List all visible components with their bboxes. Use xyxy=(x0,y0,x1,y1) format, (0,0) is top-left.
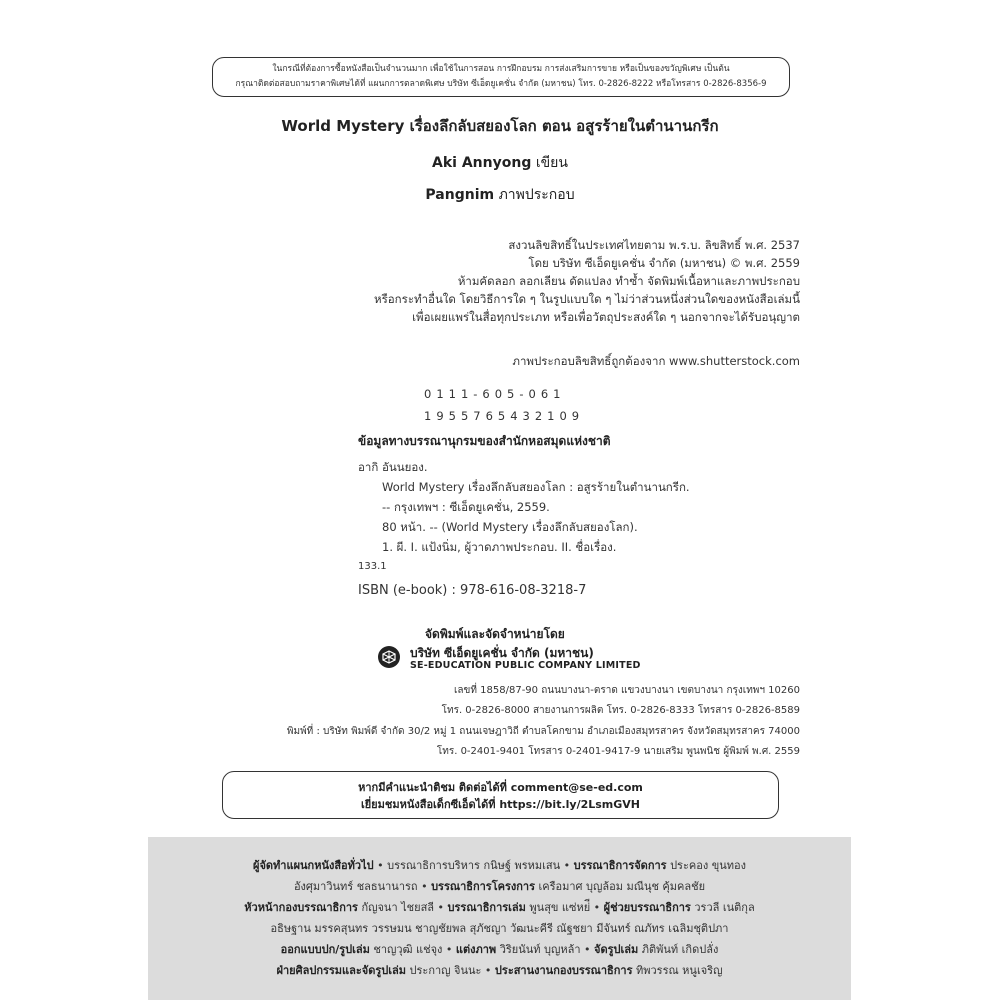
printer-line: โทร. 0-2401-9401 โทรสาร 0-2401-9417-9 นายเสริม พูนพนิช ผู้พิมพ์ พ.ศ. 2559 xyxy=(436,746,800,757)
code-line-1: 0111-605-061 xyxy=(424,387,566,401)
cip-line: 80 หน้า. -- (World Mystery เรื่องลึกลับสยองโลก). xyxy=(382,520,638,534)
illustrator-role: ภาพประกอบ xyxy=(498,187,575,203)
copyright-line: โดย บริษัท ซีเอ็ดยูเคชั่น จำกัด (มหาชน) © พ.ศ. 2559 xyxy=(528,256,800,270)
copyright-line: เพื่อเผยแพร่ในสื่อทุกประเภท หรือเพื่อวัตถุประสงค์ใด ๆ นอกจากจะได้รับอนุญาต xyxy=(412,310,800,324)
credit-names: อังศุมาวินทร์ ชลธนานารถ xyxy=(293,880,418,893)
credit-role: หัวหน้ากองบรรณาธิการ xyxy=(244,901,358,914)
staff-credits xyxy=(148,837,851,1000)
notice-line-1: ในกรณีที่ต้องการซื้อหนังสือเป็นจำนวนมาก เพื่อใช้ในการสอน การฝึกอบรม การส่งเสริมการขาย หรือเป็นของขวัญพิเศษ เป็นต้น xyxy=(272,64,730,74)
credit-role: ประสานงานกองบรรณาธิการ xyxy=(494,964,633,977)
credit-row xyxy=(148,918,851,939)
credit-role: ผู้ช่วยบรรณาธิการ xyxy=(603,901,691,914)
se-ed-logo-icon xyxy=(378,646,400,668)
credit-names: ประกาญ จินนะ xyxy=(409,964,482,977)
publisher-address xyxy=(0,681,800,721)
credit-names: กัญจนา ไชยสลี xyxy=(361,901,435,914)
illustrator-name: Pangnim xyxy=(425,187,495,203)
cip-class-number: 133.1 xyxy=(358,561,387,572)
code-line-2: 1955765432109 xyxy=(424,409,585,423)
illustrator-credit xyxy=(0,184,1000,206)
credit-role: ผู้จัดทำแผนกหนังสือทั่วไป xyxy=(253,859,374,872)
credit-names: ประคอง ขุนทอง xyxy=(670,859,746,872)
credit-row: อังศุมาวินทร์ ชลธนานารถ • บรรณาธิการโครงการ เครือมาศ บุญล้อม มณีนุช คุ้มคลชัย xyxy=(293,880,706,893)
author-role: เขียน xyxy=(535,155,568,171)
website-line: เยี่ยมชมหนังสือเด็กซีเอ็ดได้ที่ https://bit.ly/2LsmGVH xyxy=(360,798,641,811)
credit-role: จัดรูปเล่ม xyxy=(594,943,639,956)
printer-line: พิมพ์ที่ : บริษัท พิมพ์ดี จำกัด 30/2 หมู่ 1 ถนนเจษฎาวิถี ตำบลโคกขาม อำเภอเมืองสมุทรสาคร จังหวัดสมุทรสาคร 74000 xyxy=(286,726,800,737)
credit-role: บรรณาธิการจัดการ xyxy=(573,859,667,872)
credit-role: ออกแบบปก/รูปเล่ม xyxy=(280,943,370,956)
credit-row: หัวหน้ากองบรรณาธิการ กัญจนา ไชยสลี • บรรณาธิการเล่ม พูนสุข แซ่หย่ี • ผู้ช่วยบรรณาธิการ วรวลี เนติกุล xyxy=(244,901,755,914)
publisher-name-en: SE-EDUCATION PUBLIC COMPANY LIMITED xyxy=(410,660,641,671)
copyright-line: ห้ามคัดลอก ลอกเลียน ดัดแปลง ทำซ้ำ จัดพิมพ์เนื้อหาและภาพประกอบ xyxy=(457,274,800,288)
copyright-line: สงวนลิขสิทธิ์ในประเทศไทยตาม พ.ร.บ. ลิขสิทธิ์ พ.ศ. 2537 xyxy=(508,238,800,252)
cip-block xyxy=(358,432,778,601)
credit-names: ชาญวุฒิ แช่จุง xyxy=(373,943,443,956)
isbn-label: ISBN (e-book) xyxy=(358,583,448,598)
contact-box xyxy=(222,771,779,819)
credit-names: พูนสุข แซ่หย่ี xyxy=(529,901,591,914)
address-line: โทร. 0-2826-8000 สายงานการผลิต โทร. 0-2826-8333 โทรสาร 0-2826-8589 xyxy=(441,705,800,716)
cip-line: 1. ผี. I. แป้งนิ่ม, ผู้วาดภาพประกอบ. II. ชื่อเรื่อง. xyxy=(382,540,617,554)
cip-line: -- กรุงเทพฯ : ซีเอ็ดยูเคชั่น, 2559. xyxy=(382,500,550,514)
cip-line: World Mystery เรื่องลึกลับสยองโลก : อสูรร้ายในตำนานกรีก. xyxy=(382,480,690,494)
credit-names: ภิติพันท์ เกิดปลั่ง xyxy=(641,943,719,956)
credit-role: บรรณาธิการเล่ม xyxy=(447,901,526,914)
image-credit: ภาพประกอบลิขสิทธิ์ถูกต้องจาก www.shutterstock.com xyxy=(512,354,800,368)
isbn-value: 978-616-08-3218-7 xyxy=(460,583,587,598)
credit-names: เครือมาศ บุญล้อม มณีนุช คุ้มคลชัย xyxy=(538,880,706,893)
credit-names: อธิษฐาน มรรคสุนทร วรรษมน ชาญชัยพล สุภัชญา วัฒนะคีรี ณัฐชยา มีจันทร์ ณภัทร เฉลิมชุติปภา xyxy=(270,922,729,935)
notice-line-2: กรุณาติดต่อสอบถามราคาพิเศษได้ที่ แผนกการตลาดพิเศษ บริษัท ซีเอ็ดยูเคชั่น จำกัด (มหาชน) โทร. 0-2826-8222 หรือโทรสาร 0-2826-8356-9 xyxy=(235,79,767,89)
book-title: World Mystery เรื่องลึกลับสยองโลก ตอน อสูรร้ายในตำนานกรีก xyxy=(281,117,719,135)
credit-role: บรรณาธิการโครงการ xyxy=(431,880,535,893)
cip-isbn: ISBN (e-book) : 978-616-08-3218-7 xyxy=(358,583,587,598)
bulk-purchase-notice xyxy=(212,57,790,97)
credit-row: ออกแบบปก/รูปเล่ม ชาญวุฒิ แช่จุง • แต่งภาพ วิริยนันท์ บุญหล้า • จัดรูปเล่ม ภิติพันท์ เกิดปลั่ง xyxy=(280,943,719,956)
credit-names: วรวลี เนติกุล xyxy=(694,901,755,914)
publisher-name-th: บริษัท ซีเอ็ดยูเคชั่น จำกัด (มหาชน) xyxy=(410,646,594,660)
printer-info xyxy=(0,722,800,762)
author-name: Aki Annyong xyxy=(432,155,532,171)
copyright-block xyxy=(0,236,800,326)
credit-names: ทิพวรรณ หนูเจริญ xyxy=(635,964,723,977)
copyright-line: หรือกระทำอื่นใด โดยวิธีการใด ๆ ในรูปแบบใด ๆ ไม่ว่าส่วนหนึ่งส่วนใดของหนังสือเล่มนี้ xyxy=(374,292,800,306)
credit-role: แต่งภาพ xyxy=(455,943,497,956)
author-credit xyxy=(0,152,1000,174)
credit-row: ฝ่ายศิลปกรรมและจัดรูปเล่ม ประกาญ จินนะ • ประสานงานกองบรรณาธิการ ทิพวรรณ หนูเจริญ xyxy=(276,964,723,977)
cip-author: อากิ อันนยอง. xyxy=(358,460,428,474)
address-line: เลขที่ 1858/87-90 ถนนบางนา-ตราด แขวงบางนา เขตบางนา กรุงเทพฯ 10260 xyxy=(454,685,800,696)
cip-heading: ข้อมูลทางบรรณานุกรมของสำนักหอสมุดแห่งชาติ xyxy=(358,434,611,448)
publisher-heading: จัดพิมพ์และจัดจำหน่ายโดย xyxy=(425,627,565,641)
credit-names: วิริยนันท์ บุญหล้า xyxy=(499,943,581,956)
credit-row: ผู้จัดทำแผนกหนังสือทั่วไป • บรรณาธิการบริหาร กนิษฐ์ พรหมเสน • บรรณาธิการจัดการ ประคอง ขุนทอง xyxy=(253,859,746,872)
feedback-line: หากมีคำแนะนำติชม ติดต่อได้ที่ comment@se-ed.com xyxy=(358,781,643,794)
credit-names: บรรณาธิการบริหาร กนิษฐ์ พรหมเสน xyxy=(387,859,561,872)
credit-role: ฝ่ายศิลปกรรมและจัดรูปเล่ม xyxy=(276,964,407,977)
